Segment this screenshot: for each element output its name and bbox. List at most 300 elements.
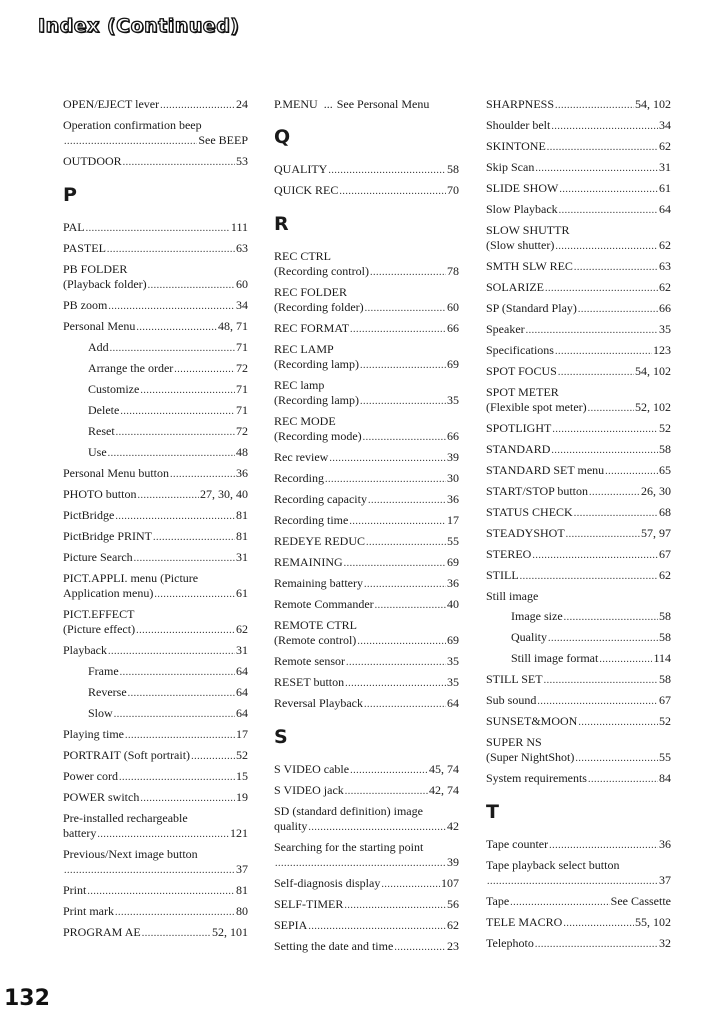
page-reference: 57, 97: [641, 526, 671, 540]
index-subentry: [63, 685, 248, 701]
index-term: Tape: [486, 894, 510, 908]
page-reference: 64: [236, 664, 248, 678]
dot-leader: [605, 464, 658, 479]
page-reference: 23: [447, 939, 459, 953]
index-entry: [274, 471, 459, 487]
dot-leader: [308, 820, 446, 835]
page-reference: 81: [236, 508, 248, 522]
dot-leader: [136, 623, 235, 638]
index-term-continued: (Recording lamp): [274, 357, 359, 371]
page-reference: 58: [659, 672, 671, 686]
index-entry: [63, 262, 248, 293]
page-reference: 62: [659, 139, 671, 153]
index-entry: [274, 696, 459, 712]
dot-leader: [308, 919, 446, 934]
dot-leader: [87, 884, 235, 899]
dot-leader: [555, 344, 652, 359]
index-entry: [486, 735, 671, 766]
dot-leader: [97, 827, 229, 842]
index-term: STANDARD: [486, 442, 551, 456]
index-term: PASTEL: [63, 241, 106, 255]
index-term: Tape counter: [486, 837, 549, 851]
index-entry: [486, 568, 671, 584]
index-entry-line: [274, 393, 459, 409]
page-reference: 15: [236, 769, 248, 783]
index-subentry: [63, 361, 248, 377]
page-reference: 62: [659, 238, 671, 252]
index-column-2: [274, 97, 459, 960]
dot-leader: [120, 404, 235, 419]
dot-leader: [108, 644, 235, 659]
index-term: SP (Standard Play): [486, 301, 577, 315]
index-term: Quality: [511, 630, 547, 644]
ellipsis: ...: [323, 97, 333, 111]
index-term: Sub sound: [486, 693, 537, 707]
index-term: Personal Menu: [63, 319, 136, 333]
page-reference: 34: [659, 118, 671, 132]
dot-leader: [328, 163, 446, 178]
index-entry: [63, 241, 248, 257]
page-reference: 39: [447, 450, 459, 464]
dot-leader: [510, 895, 610, 910]
page-reference: 64: [236, 706, 248, 720]
dot-leader: [137, 488, 199, 503]
index-entry: [63, 607, 248, 638]
page-reference: 58: [659, 609, 671, 623]
page-reference: See Personal Menu: [336, 97, 430, 111]
page-reference: 36: [659, 837, 671, 851]
index-term-continued: quality: [274, 819, 308, 833]
index-term: PAL: [63, 220, 85, 234]
dot-leader: [86, 221, 230, 236]
dot-leader: [578, 715, 658, 730]
index-entry: [486, 505, 671, 521]
dot-leader: [116, 425, 235, 440]
page-reference: 17: [447, 513, 459, 527]
dot-leader: [574, 506, 658, 521]
index-term-continued: Application menu): [63, 586, 154, 600]
dot-leader: [574, 260, 658, 275]
index-term: Reversal Playback: [274, 696, 363, 710]
index-entry: [486, 771, 671, 787]
index-entry: [486, 322, 671, 338]
index-term: RESET button: [274, 675, 345, 689]
index-term: REMAINING: [274, 555, 343, 569]
page-reference: 72: [236, 361, 248, 375]
dot-leader: [64, 863, 235, 878]
dot-leader: [153, 530, 235, 545]
index-term: REC CTRL: [274, 249, 332, 263]
index-entry: [63, 769, 248, 785]
page-reference: 70: [447, 183, 459, 197]
dot-leader: [120, 665, 235, 680]
index-subentry: [63, 424, 248, 440]
index-entry-line: [274, 300, 459, 316]
index-term: Image size: [511, 609, 563, 623]
index-term: Recording time: [274, 513, 349, 527]
dot-leader: [535, 937, 658, 952]
index-entry: [486, 343, 671, 359]
index-entry: [274, 618, 459, 649]
index-term: STANDARD SET menu: [486, 463, 605, 477]
dot-leader: [558, 365, 634, 380]
index-entry: [486, 139, 671, 155]
page-reference: 107: [441, 876, 459, 890]
index-entry: [486, 693, 671, 709]
dot-leader: [325, 472, 446, 487]
index-entry: [274, 513, 459, 529]
index-entry: [274, 321, 459, 337]
index-entry: [486, 160, 671, 176]
index-term: PictBridge PRINT: [63, 529, 152, 543]
page-reference: 69: [447, 357, 459, 371]
index-term: Still image: [486, 589, 539, 603]
index-term: Personal Menu button: [63, 466, 169, 480]
index-term: PB FOLDER: [63, 262, 128, 276]
index-entry: [63, 790, 248, 806]
index-entry: [63, 118, 248, 149]
page-reference: 34: [236, 298, 248, 312]
index-entry: [486, 118, 671, 134]
dot-leader: [537, 694, 658, 709]
page-reference: 64: [236, 685, 248, 699]
page-reference: 62: [236, 622, 248, 636]
index-term: Arrange the order: [88, 361, 174, 375]
dot-leader: [114, 707, 235, 722]
dot-leader: [350, 322, 446, 337]
dot-leader: [544, 673, 658, 688]
dot-leader: [368, 493, 446, 508]
page-reference: 123: [653, 343, 671, 357]
index-term: Playback: [63, 643, 107, 657]
index-term: Print: [63, 883, 87, 897]
index-term: REC MODE: [274, 414, 336, 428]
index-entry: [486, 301, 671, 317]
index-term: PORTRAIT (Soft portrait): [63, 748, 191, 762]
index-entry: [63, 529, 248, 545]
index-term: Delete: [88, 403, 120, 417]
index-term: P.MENU: [274, 97, 318, 111]
index-term: REC lamp: [274, 378, 325, 392]
index-entry-line: [274, 264, 459, 280]
index-term: Telephoto: [486, 936, 534, 950]
dot-leader: [559, 203, 658, 218]
index-entry: [274, 939, 459, 955]
dot-leader: [520, 569, 658, 584]
index-subentry: [63, 382, 248, 398]
page-reference: 67: [659, 693, 671, 707]
index-entry: [63, 466, 248, 482]
dot-leader: [107, 242, 235, 257]
dot-leader: [142, 926, 211, 941]
index-entry: [486, 484, 671, 500]
index-entry: [274, 762, 459, 778]
index-entry: [63, 220, 248, 236]
index-entry: [486, 421, 671, 437]
dot-leader: [275, 856, 446, 871]
page-reference: 35: [447, 654, 459, 668]
dot-leader: [123, 155, 235, 170]
dot-leader: [564, 610, 658, 625]
page-reference: 84: [659, 771, 671, 785]
page-reference: 69: [447, 555, 459, 569]
page-reference: 30: [447, 471, 459, 485]
index-term: SUPER NS: [486, 735, 542, 749]
index-entry: [274, 918, 459, 934]
index-term: Frame: [88, 664, 119, 678]
index-entry-line: [274, 633, 459, 649]
index-entry: [63, 154, 248, 170]
page-reference: 60: [447, 300, 459, 314]
index-term-continued: (Picture effect): [63, 622, 136, 636]
page-reference: 58: [659, 630, 671, 644]
index-entry: [274, 783, 459, 799]
index-term: OUTDOOR: [63, 154, 122, 168]
index-entry-line: [274, 357, 459, 373]
dot-leader: [329, 451, 446, 466]
page-reference: 17: [236, 727, 248, 741]
dot-leader: [555, 239, 658, 254]
index-entry: [63, 811, 248, 842]
index-term: Self-diagnosis display: [274, 876, 381, 890]
index-letter-heading: R: [274, 213, 289, 235]
index-term: Setting the date and time: [274, 939, 394, 953]
page-reference: 52: [236, 748, 248, 762]
index-entry: [63, 571, 248, 602]
index-term: PictBridge: [63, 508, 115, 522]
index-term: SOLARIZE: [486, 280, 544, 294]
index-term: S VIDEO cable: [274, 762, 350, 776]
page-reference: 36: [236, 466, 248, 480]
index-term: System requirements: [486, 771, 587, 785]
page-reference: 52, 102: [635, 400, 671, 414]
index-entry: [486, 714, 671, 730]
index-term: Specifications: [486, 343, 554, 357]
index-term: REC FOLDER: [274, 285, 348, 299]
index-entry: [274, 804, 459, 835]
index-term: Use: [88, 445, 107, 459]
page-reference: 63: [236, 241, 248, 255]
index-entry: [486, 547, 671, 563]
dot-leader: [108, 446, 235, 461]
index-term: Previous/Next image button: [63, 847, 198, 861]
index-term: Power cord: [63, 769, 118, 783]
index-term-continued: (Playback folder): [63, 277, 147, 291]
index-entry-line: [63, 862, 248, 878]
index-entry: [63, 925, 248, 941]
index-entry: [274, 675, 459, 691]
index-entry: [274, 162, 459, 178]
dot-leader: [339, 184, 446, 199]
page-reference: 66: [659, 301, 671, 315]
dot-leader: [563, 916, 634, 931]
dot-leader: [364, 697, 446, 712]
index-term: Slow: [88, 706, 113, 720]
index-entry: [486, 442, 671, 458]
index-term: Skip Scan: [486, 160, 535, 174]
page-reference: 68: [659, 505, 671, 519]
index-term: SKINTONE: [486, 139, 546, 153]
index-entry: [274, 249, 459, 280]
page-reference: 60: [236, 277, 248, 291]
index-entry: [274, 378, 459, 409]
index-entry: [63, 847, 248, 878]
index-subentry: [63, 403, 248, 419]
index-entry: [274, 654, 459, 670]
index-subentry: [63, 664, 248, 680]
page-reference: 56: [447, 897, 459, 911]
page-reference: 19: [236, 790, 248, 804]
index-entry: [486, 223, 671, 254]
index-entry: [63, 319, 248, 335]
index-term: Remote Commander: [274, 597, 374, 611]
index-entry: [274, 897, 459, 913]
index-entry: [63, 298, 248, 314]
index-term: REC LAMP: [274, 342, 334, 356]
page-reference: 42: [447, 819, 459, 833]
dot-leader: [599, 652, 652, 667]
page-reference: 42, 74: [429, 783, 459, 797]
index-term: SLOW SHUTTR: [486, 223, 570, 237]
page-reference: 37: [236, 862, 248, 876]
index-letter-heading: Q: [274, 126, 291, 148]
index-term: Searching for the starting point: [274, 840, 424, 854]
dot-leader: [555, 98, 634, 113]
page-reference: 24: [236, 97, 248, 111]
dot-leader: [140, 791, 235, 806]
page-reference: 62: [447, 918, 459, 932]
index-term: STEADYSHOT: [486, 526, 565, 540]
page-reference: 39: [447, 855, 459, 869]
page-reference: 26, 30: [641, 484, 671, 498]
index-term: Shoulder belt: [486, 118, 551, 132]
dot-leader: [344, 556, 446, 571]
index-term: STILL: [486, 568, 519, 582]
index-entry: [63, 643, 248, 659]
dot-leader: [394, 940, 446, 955]
index-term: STILL SET: [486, 672, 543, 686]
dot-leader: [365, 301, 446, 316]
page-reference: 114: [653, 651, 671, 665]
index-term: Picture Search: [63, 550, 133, 564]
index-term: SHARPNESS: [486, 97, 555, 111]
index-term-continued: (Recording control): [274, 264, 369, 278]
index-term-continued: (Slow shutter): [486, 238, 555, 252]
index-entry: [63, 748, 248, 764]
index-term: Operation confirmation beep: [63, 118, 202, 132]
page-reference: 78: [447, 264, 459, 278]
index-term: Speaker: [486, 322, 525, 336]
index-term-continued: battery: [63, 826, 97, 840]
page-reference: 81: [236, 883, 248, 897]
page-reference: 40: [447, 597, 459, 611]
index-term: Remaining battery: [274, 576, 363, 590]
dot-leader: [115, 509, 235, 524]
dot-leader: [125, 728, 235, 743]
index-entry-line: [63, 277, 248, 293]
index-entry: [274, 183, 459, 199]
dot-leader: [148, 278, 235, 293]
index-term-continued: (Recording lamp): [274, 393, 359, 407]
index-term: Reset: [88, 424, 115, 438]
dot-leader: [526, 323, 658, 338]
index-entry: [63, 883, 248, 899]
index-term: QUICK REC: [274, 183, 339, 197]
index-entry: [486, 259, 671, 275]
page-reference: 55: [447, 534, 459, 548]
index-term: S VIDEO jack: [274, 783, 344, 797]
index-entry: [486, 894, 671, 910]
dot-leader: [588, 401, 634, 416]
index-term: STEREO: [486, 547, 532, 561]
page-reference: 62: [659, 280, 671, 294]
index-term-continued: (Recording mode): [274, 429, 362, 443]
page-title: Index (Continued): [38, 15, 240, 37]
page-reference: 65: [659, 463, 671, 477]
index-term-continued: (Recording folder): [274, 300, 364, 314]
page-reference: 52, 101: [212, 925, 248, 939]
index-entry-line: [63, 622, 248, 638]
index-entry-line: [63, 133, 248, 149]
index-term: SMTH SLW REC: [486, 259, 573, 273]
page-reference: 71: [236, 340, 248, 354]
dot-leader: [110, 341, 235, 356]
index-term: PICT.EFFECT: [63, 607, 135, 621]
page-reference: 45, 74: [429, 762, 459, 776]
index-term: SELF-TIMER: [274, 897, 344, 911]
index-term: SPOT FOCUS: [486, 364, 557, 378]
page-reference: 71: [236, 382, 248, 396]
index-term: SEPIA: [274, 918, 308, 932]
index-entry: [274, 414, 459, 445]
index-entry: [274, 576, 459, 592]
index-entry: [274, 534, 459, 550]
index-subentry: [63, 445, 248, 461]
index-term: SD (standard definition) image: [274, 804, 423, 818]
page-reference: 63: [659, 259, 671, 273]
page-reference: 48, 71: [218, 319, 248, 333]
index-term: Playing time: [63, 727, 124, 741]
index-column-1: [63, 97, 248, 946]
page-reference: 111: [230, 220, 248, 234]
index-term-continued: (Flexible spot meter): [486, 400, 587, 414]
dot-leader: [547, 140, 658, 155]
index-entry: [486, 202, 671, 218]
index-term: Customize: [88, 382, 140, 396]
index-entry-line: [274, 855, 459, 871]
index-entry: [274, 492, 459, 508]
index-entry: [486, 858, 671, 889]
page-reference: 36: [447, 492, 459, 506]
page-reference: 37: [659, 873, 671, 887]
index-entry: [486, 915, 671, 931]
page-reference: 52: [659, 421, 671, 435]
page-reference: 67: [659, 547, 671, 561]
index-entry: [486, 672, 671, 688]
index-term: REDEYE REDUC: [274, 534, 365, 548]
dot-leader: [134, 551, 235, 566]
index-term: Print mark: [63, 904, 114, 918]
dot-leader: [357, 634, 446, 649]
dot-leader: [136, 320, 217, 335]
index-entry: [274, 876, 459, 892]
index-entry: [274, 285, 459, 316]
page-reference: 36: [447, 576, 459, 590]
index-entry-line: [486, 750, 671, 766]
index-entry: [486, 280, 671, 296]
index-entry: [63, 904, 248, 920]
dot-leader: [375, 598, 446, 613]
